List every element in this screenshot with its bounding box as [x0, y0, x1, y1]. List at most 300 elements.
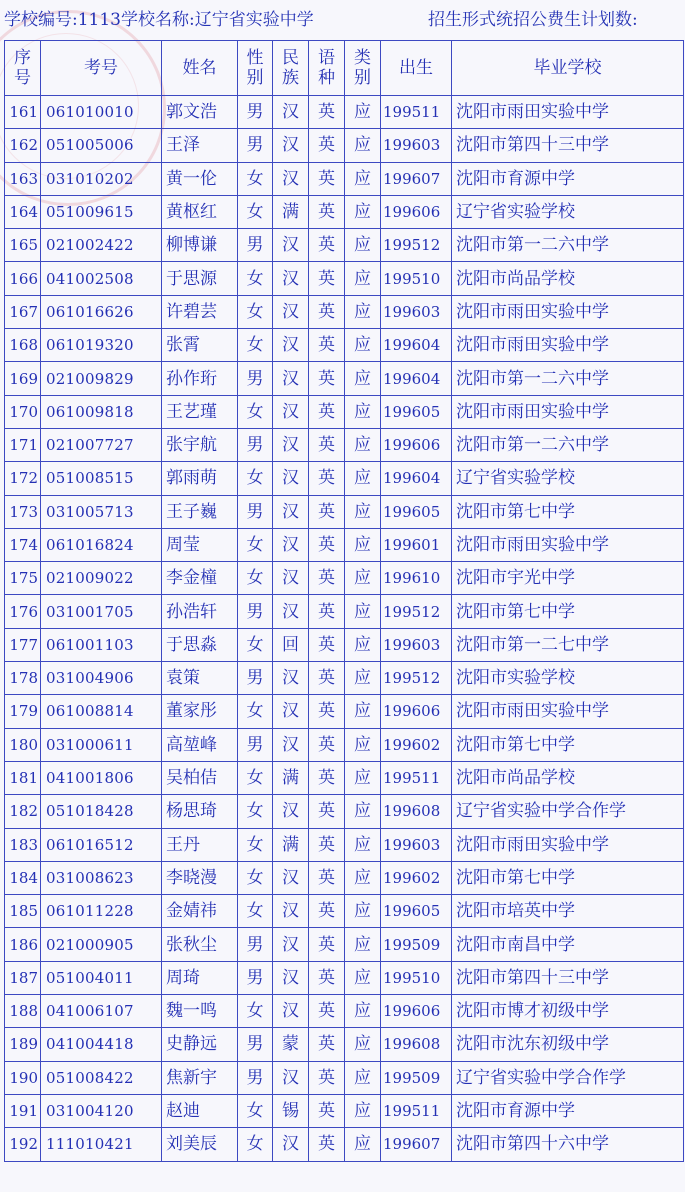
table-body — [5, 96, 684, 1162]
school-cell: 沈阳市宇光中学 — [452, 562, 684, 595]
category-cell: 应 — [345, 96, 381, 129]
header-gender-label — [238, 48, 272, 88]
ethnicity-cell: 锡 — [273, 1094, 309, 1127]
name-cell: 董家彤 — [162, 695, 238, 728]
ethnicity-cell: 汉 — [273, 961, 309, 994]
exam-no-cell: 021007727 — [41, 428, 162, 461]
seq-cell: 188 — [5, 995, 41, 1028]
birth-cell: 199601 — [381, 528, 452, 561]
name-cell: 魏一鸣 — [162, 995, 238, 1028]
category-cell: 应 — [345, 795, 381, 828]
exam-no-cell: 031008623 — [41, 861, 162, 894]
birth-cell: 199607 — [381, 162, 452, 195]
language-cell: 英 — [309, 362, 345, 395]
exam-no-cell: 061016824 — [41, 528, 162, 561]
school-cell: 沈阳市雨田实验中学 — [452, 96, 684, 129]
header-char: 类 — [354, 48, 371, 68]
language-cell: 英 — [309, 1094, 345, 1127]
name-cell: 郭文浩 — [162, 96, 238, 129]
exam-no-cell: 051009615 — [41, 195, 162, 228]
table-row — [5, 828, 684, 861]
name-cell: 赵迪 — [162, 1094, 238, 1127]
gender-cell: 男 — [238, 129, 273, 162]
name-cell: 孙浩轩 — [162, 595, 238, 628]
birth-cell: 199509 — [381, 1061, 452, 1094]
gender-cell: 女 — [238, 329, 273, 362]
seq-cell: 163 — [5, 162, 41, 195]
birth-cell: 199606 — [381, 995, 452, 1028]
ethnicity-cell: 汉 — [273, 928, 309, 961]
language-cell: 英 — [309, 795, 345, 828]
gender-cell: 男 — [238, 96, 273, 129]
birth-cell: 199603 — [381, 129, 452, 162]
category-cell: 应 — [345, 462, 381, 495]
language-cell: 英 — [309, 828, 345, 861]
birth-cell: 199510 — [381, 961, 452, 994]
name-cell: 于思源 — [162, 262, 238, 295]
school-cell: 沈阳市第一二七中学 — [452, 628, 684, 661]
table-row — [5, 995, 684, 1028]
ethnicity-cell: 汉 — [273, 595, 309, 628]
gender-cell: 女 — [238, 828, 273, 861]
school-info: 学校编号:1113学校名称:辽宁省实验中学 — [4, 10, 314, 30]
ethnicity-cell: 满 — [273, 761, 309, 794]
language-cell: 英 — [309, 162, 345, 195]
header-name: 姓名 — [162, 41, 238, 96]
seq-cell: 183 — [5, 828, 41, 861]
category-cell: 应 — [345, 895, 381, 928]
ethnicity-cell: 汉 — [273, 462, 309, 495]
name-cell: 周琦 — [162, 961, 238, 994]
language-cell: 英 — [309, 428, 345, 461]
table-row — [5, 362, 684, 395]
seq-cell: 185 — [5, 895, 41, 928]
language-cell: 英 — [309, 528, 345, 561]
birth-cell: 199602 — [381, 728, 452, 761]
gender-cell: 女 — [238, 761, 273, 794]
category-cell: 应 — [345, 695, 381, 728]
name-cell: 高堃峰 — [162, 728, 238, 761]
language-cell: 英 — [309, 895, 345, 928]
enrollment-info: 招生形式统招公费生计划数: — [428, 10, 638, 30]
header-language-label — [309, 48, 344, 88]
table-row — [5, 395, 684, 428]
school-cell: 沈阳市雨田实验中学 — [452, 395, 684, 428]
header-exam-no: 考号 — [41, 41, 162, 96]
exam-no-cell: 021009829 — [41, 362, 162, 395]
ethnicity-cell: 汉 — [273, 528, 309, 561]
ethnicity-cell: 汉 — [273, 662, 309, 695]
seq-cell: 178 — [5, 662, 41, 695]
exam-no-cell: 031005713 — [41, 495, 162, 528]
birth-cell: 199604 — [381, 462, 452, 495]
exam-no-cell: 041002508 — [41, 262, 162, 295]
table-row — [5, 329, 684, 362]
ethnicity-cell: 汉 — [273, 395, 309, 428]
gender-cell: 男 — [238, 928, 273, 961]
gender-cell: 女 — [238, 1094, 273, 1127]
birth-cell: 199511 — [381, 1094, 452, 1127]
exam-no-cell: 021000905 — [41, 928, 162, 961]
ethnicity-cell: 汉 — [273, 861, 309, 894]
table-row — [5, 662, 684, 695]
gender-cell: 女 — [238, 628, 273, 661]
seq-cell: 169 — [5, 362, 41, 395]
category-cell: 应 — [345, 1094, 381, 1127]
school-cell: 沈阳市培英中学 — [452, 895, 684, 928]
exam-no-cell: 041006107 — [41, 995, 162, 1028]
language-cell: 英 — [309, 96, 345, 129]
seq-cell: 187 — [5, 961, 41, 994]
exam-no-cell: 061011228 — [41, 895, 162, 928]
gender-cell: 男 — [238, 428, 273, 461]
exam-no-cell: 051008422 — [41, 1061, 162, 1094]
birth-cell: 199606 — [381, 428, 452, 461]
category-cell: 应 — [345, 628, 381, 661]
name-cell: 郭雨萌 — [162, 462, 238, 495]
birth-cell: 199607 — [381, 1128, 452, 1161]
category-cell: 应 — [345, 362, 381, 395]
seq-cell: 189 — [5, 1028, 41, 1061]
header-seq-label — [5, 48, 40, 88]
school-cell: 沈阳市第四十三中学 — [452, 961, 684, 994]
name-cell: 李晓漫 — [162, 861, 238, 894]
seq-cell: 167 — [5, 295, 41, 328]
name-cell: 张秋尘 — [162, 928, 238, 961]
language-cell: 英 — [309, 495, 345, 528]
header-char: 别 — [354, 68, 371, 88]
birth-cell: 199603 — [381, 828, 452, 861]
header-gender — [238, 41, 273, 96]
header-seq — [5, 41, 41, 96]
seq-cell: 184 — [5, 861, 41, 894]
birth-cell: 199512 — [381, 229, 452, 262]
seq-cell: 176 — [5, 595, 41, 628]
name-cell: 李金橦 — [162, 562, 238, 595]
header-char: 序 — [14, 48, 31, 68]
header-char: 语 — [318, 48, 335, 68]
name-cell: 黄枢红 — [162, 195, 238, 228]
birth-cell: 199602 — [381, 861, 452, 894]
table-row — [5, 961, 684, 994]
ethnicity-cell: 回 — [273, 628, 309, 661]
table-row — [5, 162, 684, 195]
school-cell: 沈阳市雨田实验中学 — [452, 695, 684, 728]
table-row — [5, 895, 684, 928]
gender-cell: 女 — [238, 462, 273, 495]
seq-cell: 170 — [5, 395, 41, 428]
name-cell: 王子巍 — [162, 495, 238, 528]
exam-no-cell: 021009022 — [41, 562, 162, 595]
seq-cell: 171 — [5, 428, 41, 461]
birth-cell: 199510 — [381, 262, 452, 295]
table-row — [5, 562, 684, 595]
ethnicity-cell: 汉 — [273, 995, 309, 1028]
gender-cell: 男 — [238, 595, 273, 628]
school-cell: 沈阳市沈东初级中学 — [452, 1028, 684, 1061]
category-cell: 应 — [345, 395, 381, 428]
table-row — [5, 1061, 684, 1094]
language-cell: 英 — [309, 595, 345, 628]
seq-cell: 180 — [5, 728, 41, 761]
table-row — [5, 728, 684, 761]
category-cell: 应 — [345, 229, 381, 262]
name-cell: 史静远 — [162, 1028, 238, 1061]
gender-cell: 女 — [238, 895, 273, 928]
birth-cell: 199605 — [381, 895, 452, 928]
category-cell: 应 — [345, 1128, 381, 1161]
table-row — [5, 795, 684, 828]
table-row — [5, 1094, 684, 1127]
category-cell: 应 — [345, 495, 381, 528]
header-char: 种 — [318, 68, 335, 88]
birth-cell: 199512 — [381, 662, 452, 695]
name-cell: 柳博谦 — [162, 229, 238, 262]
name-cell: 袁策 — [162, 662, 238, 695]
name-cell: 周莹 — [162, 528, 238, 561]
exam-no-cell: 031004120 — [41, 1094, 162, 1127]
school-cell: 沈阳市实验学校 — [452, 662, 684, 695]
ethnicity-cell: 汉 — [273, 728, 309, 761]
ethnicity-cell: 汉 — [273, 428, 309, 461]
school-cell: 沈阳市雨田实验中学 — [452, 329, 684, 362]
table-row — [5, 928, 684, 961]
category-cell: 应 — [345, 562, 381, 595]
header-char: 民 — [282, 48, 299, 68]
language-cell: 英 — [309, 628, 345, 661]
gender-cell: 女 — [238, 295, 273, 328]
seq-cell: 172 — [5, 462, 41, 495]
table-row — [5, 861, 684, 894]
gender-cell: 男 — [238, 1061, 273, 1094]
exam-no-cell: 061019320 — [41, 329, 162, 362]
gender-cell: 男 — [238, 961, 273, 994]
language-cell: 英 — [309, 861, 345, 894]
category-cell: 应 — [345, 428, 381, 461]
category-cell: 应 — [345, 595, 381, 628]
category-cell: 应 — [345, 662, 381, 695]
name-cell: 金婧祎 — [162, 895, 238, 928]
birth-cell: 199511 — [381, 96, 452, 129]
exam-no-cell: 031010202 — [41, 162, 162, 195]
seq-cell: 190 — [5, 1061, 41, 1094]
name-cell: 刘美辰 — [162, 1128, 238, 1161]
roster-table — [4, 40, 684, 1162]
language-cell: 英 — [309, 728, 345, 761]
header-char: 族 — [282, 68, 299, 88]
exam-no-cell: 051005006 — [41, 129, 162, 162]
name-cell: 王泽 — [162, 129, 238, 162]
language-cell: 英 — [309, 761, 345, 794]
gender-cell: 男 — [238, 728, 273, 761]
birth-cell: 199603 — [381, 628, 452, 661]
ethnicity-cell: 满 — [273, 195, 309, 228]
category-cell: 应 — [345, 761, 381, 794]
table-row — [5, 761, 684, 794]
language-cell: 英 — [309, 129, 345, 162]
school-cell: 沈阳市第七中学 — [452, 495, 684, 528]
ethnicity-cell: 汉 — [273, 262, 309, 295]
name-cell: 张霄 — [162, 329, 238, 362]
school-cell: 沈阳市第七中学 — [452, 861, 684, 894]
ethnicity-cell: 汉 — [273, 162, 309, 195]
exam-no-cell: 031000611 — [41, 728, 162, 761]
seq-cell: 168 — [5, 329, 41, 362]
ethnicity-cell: 汉 — [273, 495, 309, 528]
language-cell: 英 — [309, 329, 345, 362]
ethnicity-cell: 汉 — [273, 695, 309, 728]
gender-cell: 女 — [238, 528, 273, 561]
gender-cell: 男 — [238, 1028, 273, 1061]
exam-no-cell: 041004418 — [41, 1028, 162, 1061]
birth-cell: 199509 — [381, 928, 452, 961]
seq-cell: 166 — [5, 262, 41, 295]
school-cell: 沈阳市育源中学 — [452, 1094, 684, 1127]
category-cell: 应 — [345, 528, 381, 561]
gender-cell: 女 — [238, 262, 273, 295]
category-cell: 应 — [345, 329, 381, 362]
name-cell: 孙作珩 — [162, 362, 238, 395]
language-cell: 英 — [309, 295, 345, 328]
language-cell: 英 — [309, 695, 345, 728]
gender-cell: 女 — [238, 162, 273, 195]
name-cell: 许碧芸 — [162, 295, 238, 328]
exam-no-cell: 061010010 — [41, 96, 162, 129]
header-category-label — [345, 48, 380, 88]
seq-cell: 161 — [5, 96, 41, 129]
ethnicity-cell: 汉 — [273, 295, 309, 328]
school-cell: 沈阳市第一二六中学 — [452, 428, 684, 461]
name-cell: 吴柏佶 — [162, 761, 238, 794]
name-cell: 王艺瑾 — [162, 395, 238, 428]
ethnicity-cell: 汉 — [273, 96, 309, 129]
seq-cell: 192 — [5, 1128, 41, 1161]
name-cell: 焦新宇 — [162, 1061, 238, 1094]
table-row — [5, 462, 684, 495]
ethnicity-cell: 汉 — [273, 1061, 309, 1094]
exam-no-cell: 051018428 — [41, 795, 162, 828]
exam-no-cell: 061001103 — [41, 628, 162, 661]
category-cell: 应 — [345, 129, 381, 162]
school-cell: 沈阳市育源中学 — [452, 162, 684, 195]
ethnicity-cell: 汉 — [273, 1128, 309, 1161]
birth-cell: 199608 — [381, 795, 452, 828]
exam-no-cell: 061008814 — [41, 695, 162, 728]
seq-cell: 162 — [5, 129, 41, 162]
table-header-row — [5, 41, 684, 96]
header-ethnicity-label — [273, 48, 308, 88]
category-cell: 应 — [345, 728, 381, 761]
name-cell: 王丹 — [162, 828, 238, 861]
category-cell: 应 — [345, 995, 381, 1028]
gender-cell: 女 — [238, 861, 273, 894]
table-row — [5, 628, 684, 661]
exam-no-cell: 061009818 — [41, 395, 162, 428]
seq-cell: 182 — [5, 795, 41, 828]
ethnicity-cell: 汉 — [273, 329, 309, 362]
name-cell: 张宇航 — [162, 428, 238, 461]
birth-cell: 199608 — [381, 1028, 452, 1061]
ethnicity-cell: 汉 — [273, 562, 309, 595]
category-cell: 应 — [345, 1061, 381, 1094]
school-cell: 沈阳市博才初级中学 — [452, 995, 684, 1028]
category-cell: 应 — [345, 262, 381, 295]
table-row — [5, 295, 684, 328]
table-row — [5, 695, 684, 728]
school-cell: 辽宁省实验中学合作学 — [452, 1061, 684, 1094]
birth-cell: 199604 — [381, 329, 452, 362]
header-char: 别 — [246, 68, 264, 88]
birth-cell: 199604 — [381, 362, 452, 395]
school-cell: 沈阳市第一二六中学 — [452, 229, 684, 262]
exam-no-cell: 111010421 — [41, 1128, 162, 1161]
ethnicity-cell: 汉 — [273, 129, 309, 162]
table-row — [5, 528, 684, 561]
birth-cell: 199605 — [381, 495, 452, 528]
name-cell: 黄一伦 — [162, 162, 238, 195]
category-cell: 应 — [345, 961, 381, 994]
header-school: 毕业学校 — [452, 41, 684, 96]
school-cell: 沈阳市第四十六中学 — [452, 1128, 684, 1161]
language-cell: 英 — [309, 995, 345, 1028]
language-cell: 英 — [309, 262, 345, 295]
table-row — [5, 195, 684, 228]
category-cell: 应 — [345, 828, 381, 861]
ethnicity-cell: 汉 — [273, 795, 309, 828]
seq-cell: 174 — [5, 528, 41, 561]
language-cell: 英 — [309, 195, 345, 228]
language-cell: 英 — [309, 1028, 345, 1061]
ethnicity-cell: 汉 — [273, 895, 309, 928]
birth-cell: 199603 — [381, 295, 452, 328]
gender-cell: 女 — [238, 195, 273, 228]
language-cell: 英 — [309, 562, 345, 595]
header-ethnicity — [273, 41, 309, 96]
seq-cell: 191 — [5, 1094, 41, 1127]
ethnicity-cell: 汉 — [273, 229, 309, 262]
exam-no-cell: 061016512 — [41, 828, 162, 861]
exam-no-cell: 051008515 — [41, 462, 162, 495]
school-cell: 沈阳市南昌中学 — [452, 928, 684, 961]
exam-no-cell: 041001806 — [41, 761, 162, 794]
school-cell: 沈阳市尚品学校 — [452, 262, 684, 295]
seq-cell: 181 — [5, 761, 41, 794]
exam-no-cell: 061016626 — [41, 295, 162, 328]
school-cell: 沈阳市第一二六中学 — [452, 362, 684, 395]
ethnicity-cell: 满 — [273, 828, 309, 861]
gender-cell: 女 — [238, 395, 273, 428]
birth-cell: 199610 — [381, 562, 452, 595]
gender-cell: 女 — [238, 1128, 273, 1161]
table-row — [5, 595, 684, 628]
school-cell: 沈阳市雨田实验中学 — [452, 828, 684, 861]
roster-table-wrapper — [4, 40, 683, 1162]
gender-cell: 女 — [238, 995, 273, 1028]
category-cell: 应 — [345, 162, 381, 195]
language-cell: 英 — [309, 961, 345, 994]
language-cell: 英 — [309, 1061, 345, 1094]
header-language — [309, 41, 345, 96]
category-cell: 应 — [345, 861, 381, 894]
gender-cell: 女 — [238, 795, 273, 828]
exam-no-cell: 031004906 — [41, 662, 162, 695]
school-cell: 沈阳市第四十三中学 — [452, 129, 684, 162]
gender-cell: 男 — [238, 362, 273, 395]
birth-cell: 199605 — [381, 395, 452, 428]
header-char: 性 — [246, 48, 264, 68]
language-cell: 英 — [309, 462, 345, 495]
language-cell: 英 — [309, 928, 345, 961]
